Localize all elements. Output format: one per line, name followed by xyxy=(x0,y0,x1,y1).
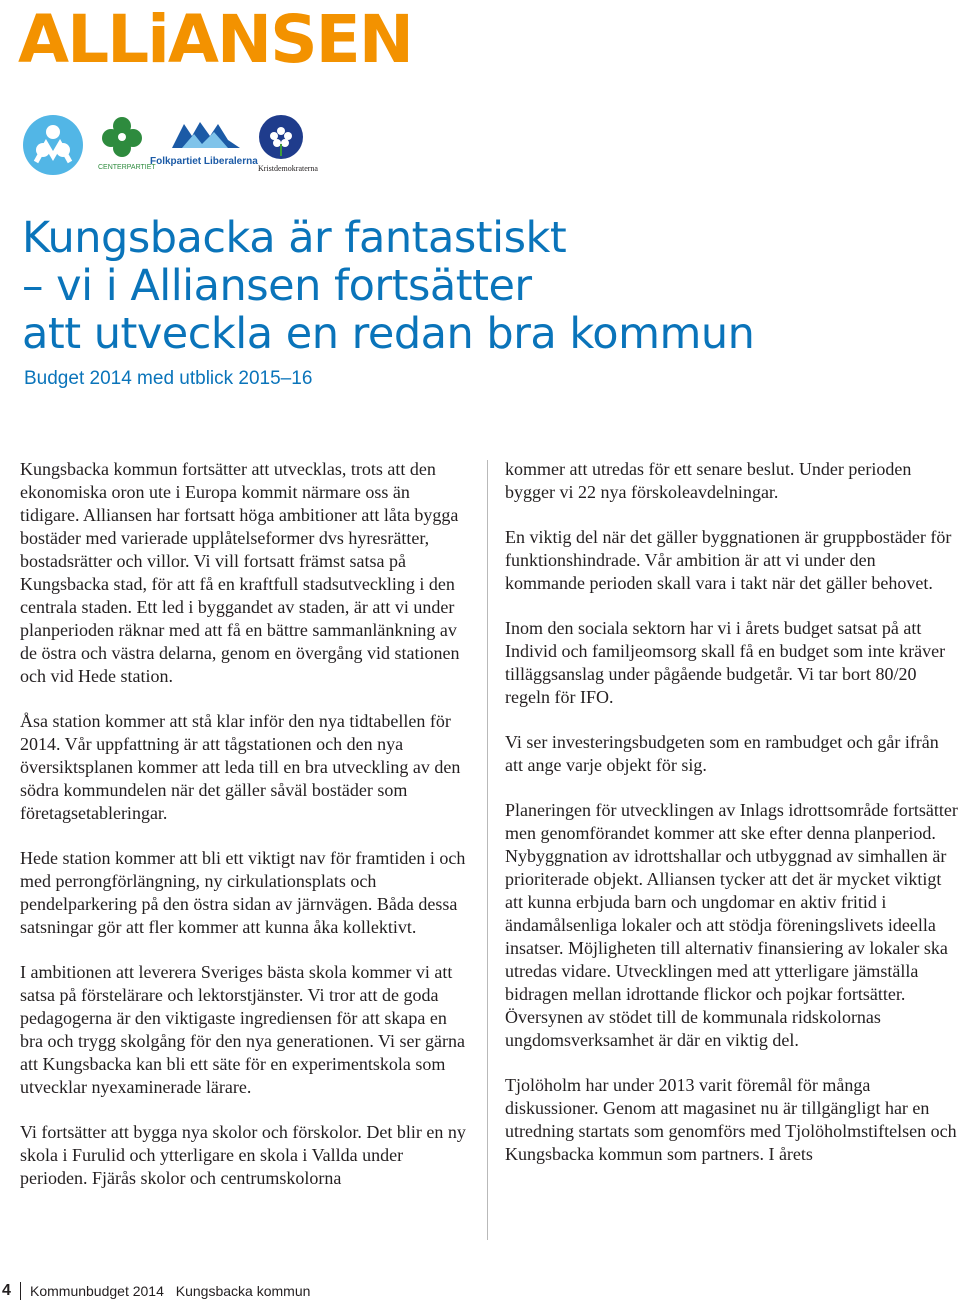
folkpartiet-label: Folkpartiet Liberalerna xyxy=(150,156,258,167)
paragraph: Planeringen för utvecklingen av Inlags idrottsområde fortsätter men genomförandet kommer att ske efter denna planperiod. Nybyggnation av idrottshallar och utbyggnad av simhallen är prioriterade objekt. Alliansen tycker att det är mycket viktigt att kunna erbjuda barn och ungdomar en aktiv fritid i ändamålsenliga lokaler och att stödja föreningslivets ideella insatser. Möjligheten till alternativ finansiering av lokaler ska utredas vidare. Utvecklingen med att ytterligare jämställa bidragen mellan idrottande flickor och pojkar fortsätter. Översynen av stödet till de kommunala ridskolornas ungdomsverksamhet är där en viktig del. xyxy=(505,800,958,1050)
paragraph: Åsa station kommer att stå klar inför den nya tidtabellen för 2014. Vår uppfattning är att tågstationen och den nya översiktsplanen kommer att leda till en bra utveckling av den södra kommundelen när det gäller såväl bostäder som företagsetableringar. xyxy=(20,711,461,823)
paragraph: Kungsbacka kommun fortsätter att utvecklas, trots att den ekonomiska oron ute i Europa kommit närmare oss än tidigare. Alliansen har fortsatt höga ambitioner att låta bygga bostäder med varierade upplåtelseformer dvs hyresrätter, bostadsrätter och villor. Vi vill fortsatt främst satsa på Kungsbacka stad, för att få en kraftfull stadsutveckling i den centrala staden. Ett led i byggandet av staden, är att vi under planperioden räknar med att få en bättre sammanlänkning av de östra och västra delarna, genom en övergång vid stationen och vid Hede station. xyxy=(20,459,460,686)
paragraph: kommer att utredas för ett senare beslut. Under perioden bygger vi 22 nya förskoleavdelningar. xyxy=(505,459,912,502)
paragraph: I ambitionen att leverera Sveriges bästa skola kommer vi att satsa på förstelärare och lektorstjänster. Vi tror att de goda pedagogerna är den viktigaste ingrediensen för att skapa en bra och trygg skolgång för den nya generationen. Vi ser gärna att Kungsbacka kan bli ett säte för en experimentskola som utvecklar nyexaminerade lärare. xyxy=(20,962,465,1097)
paragraph: En viktig del när det gäller byggnationen är gruppbostäder för funktionshindrade. Vår ambition är att vi under den kommande perioden skall vara i takt när det gäller behovet. xyxy=(505,527,952,593)
title-line-1: Kungsbacka är fantastiskt xyxy=(22,213,567,263)
centerpartiet-logo xyxy=(98,114,146,162)
right-column xyxy=(505,458,960,1188)
footer-divider xyxy=(20,1282,21,1300)
paragraph: Tjolöholm har under 2013 varit föremål för många diskussioner. Genom att magasinet nu är tillgängligt har en utredning startats som genomförs med Tjolöholmstiftelsen och Kungsbacka kommun som partners. I årets xyxy=(505,1075,957,1164)
title-line-2: – vi i Alliansen fortsätter xyxy=(22,261,532,311)
page-number: 4 xyxy=(2,1282,11,1299)
left-column xyxy=(20,458,472,1212)
paragraph: Vi ser investeringsbudgeten som en rambudget och går ifrån att ange varje objekt för sig. xyxy=(505,732,939,775)
subtitle: Budget 2014 med utblick 2015–16 xyxy=(24,368,313,389)
column-divider xyxy=(487,460,488,1240)
page-footer xyxy=(0,1282,960,1304)
kristdemokraterna-label: Kristdemokraterna xyxy=(258,164,318,173)
paragraph: Inom den sociala sektorn har vi i årets budget satsat på att Individ och familjeomsorg skall få en budget som inte kräver tilläggsanslag under pågående budgetår. Vi tar bort 80/20 regeln för IFO. xyxy=(505,618,946,707)
page-title xyxy=(22,214,942,358)
municipality-name: Kungsbacka kommun xyxy=(175,1283,311,1299)
moderaterna-logo xyxy=(22,114,84,176)
paragraph: Vi fortsätter att bygga nya skolor och förskolor. Det blir en ny skola i Furulid och ytterligare en skola i Vallda under perioden. Fjärås skolor och centrumskolorna xyxy=(20,1122,466,1188)
publication-name: Kommunbudget 2014 xyxy=(30,1283,164,1299)
folkpartiet-logo xyxy=(170,118,242,152)
centerpartiet-label: CENTERPARTIET xyxy=(98,164,156,171)
paragraph: Hede station kommer att bli ett viktigt nav för framtiden i och med perrongförlängning, ny cirkulationsplats och pendelparkering på den östra sidan av järnvägen. Båda dessa satsningar gör att fler kommer att kunna åka kollektivt. xyxy=(20,848,466,937)
alliansen-logo: ALLiANSEN xyxy=(18,1,412,78)
title-line-3: att utveckla en redan bra kommun xyxy=(22,309,755,359)
footer-title xyxy=(30,1283,318,1299)
kristdemokraterna-logo xyxy=(258,114,304,160)
